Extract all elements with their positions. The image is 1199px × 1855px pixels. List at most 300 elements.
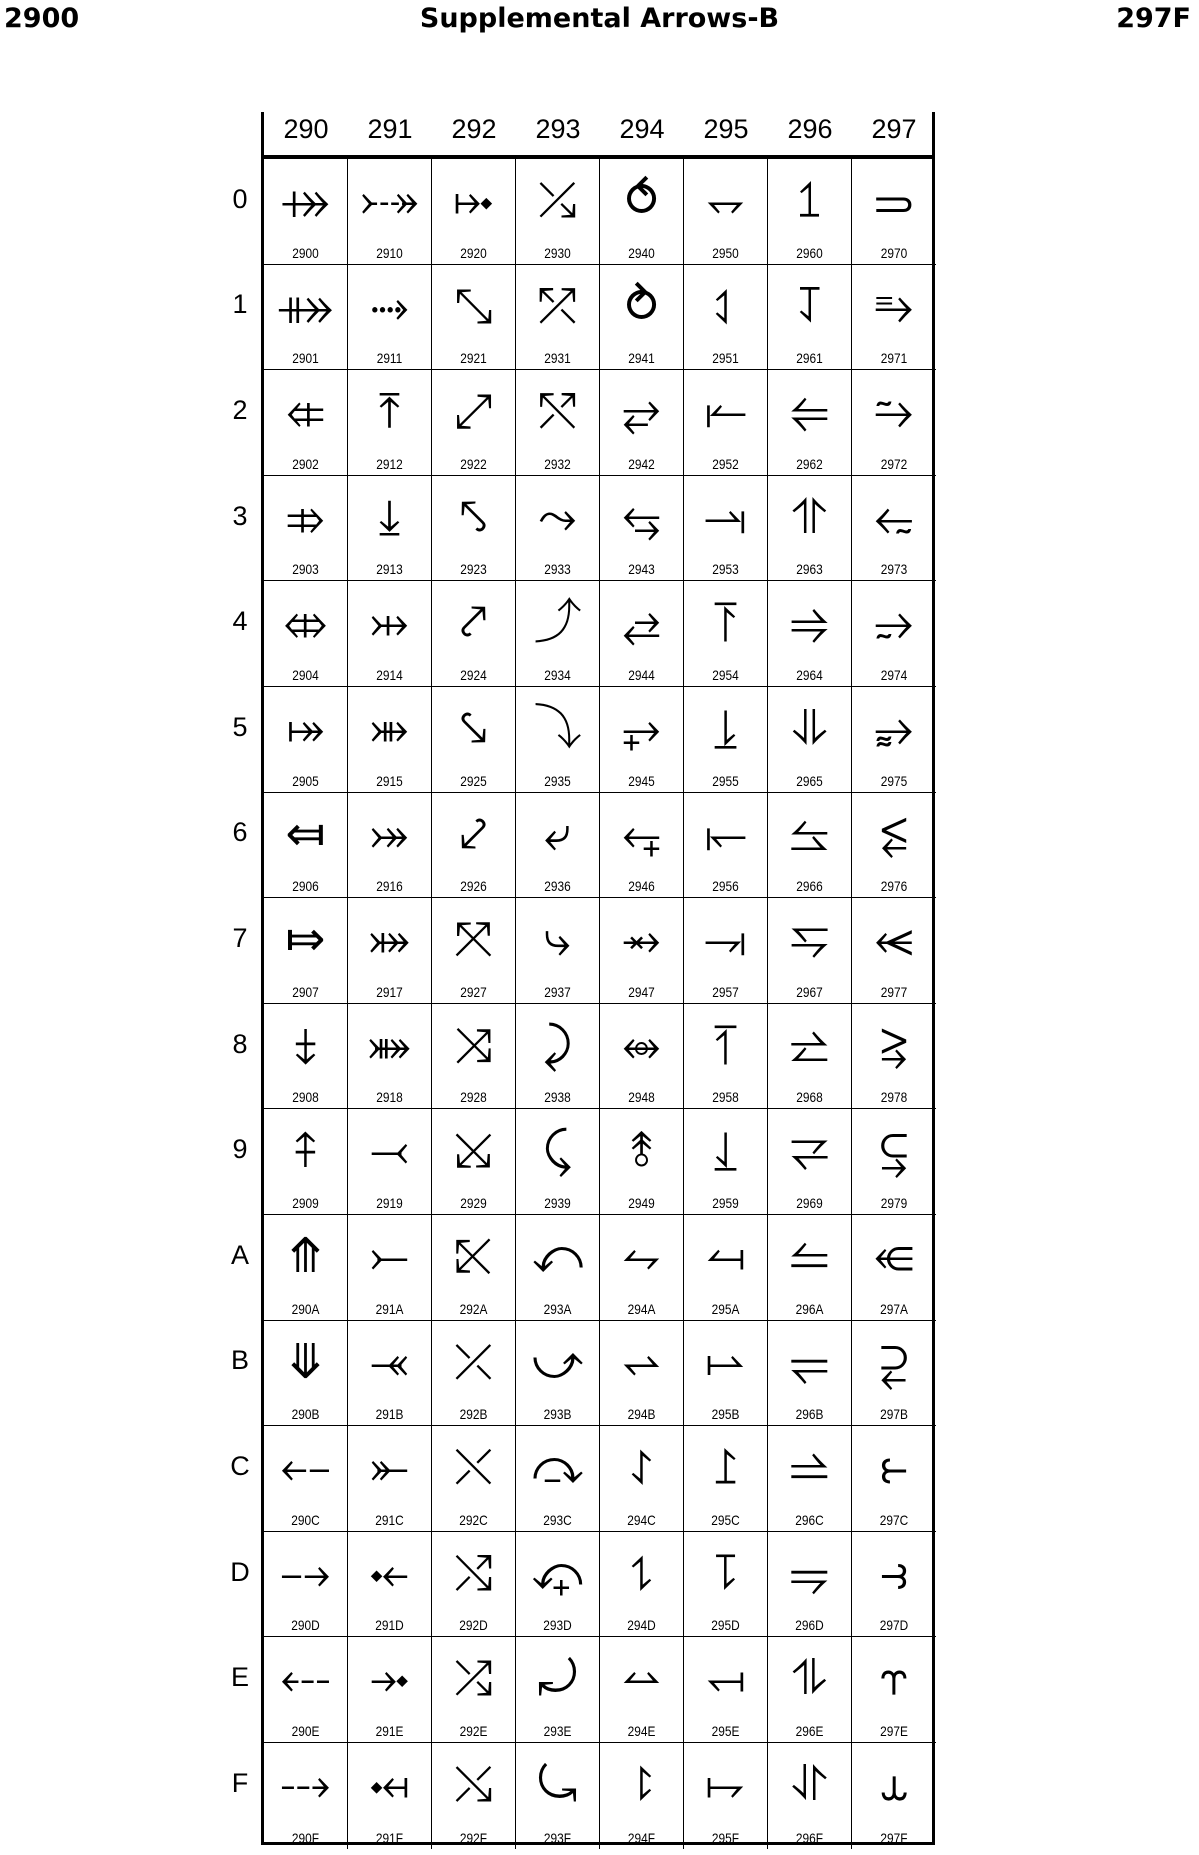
arrow-glyph: ⥋ [622,1333,661,1390]
code-point-label: 295D [711,1617,740,1634]
char-cell [348,1743,432,1849]
char-cell [600,687,684,793]
code-point-label: 2907 [292,983,319,1000]
char-cell [516,581,600,687]
char-cell [516,1743,600,1849]
arrow-glyph: ⤴ [533,594,582,651]
arrow-glyph: ⤔ [370,594,409,651]
code-point-label: 2913 [376,561,403,578]
arrow-glyph: ⤧ [454,911,493,968]
code-point-label: 291A [375,1300,404,1317]
arrow-glyph: ⤏ [280,1756,331,1812]
code-point-label: 296B [795,1406,824,1423]
char-cell [768,159,852,265]
arrow-glyph: ⥣ [792,488,827,545]
arrow-glyph: ⤫ [454,1333,493,1390]
char-cell [348,476,432,582]
code-point-label: 295E [711,1722,740,1739]
arrow-glyph: ⤉ [294,1122,317,1179]
char-cell [264,1637,348,1743]
arrow-glyph: ⥩ [790,1122,829,1179]
char-cell [852,1109,936,1215]
code-point-label: 2905 [292,772,319,789]
code-point-label: 2910 [376,244,403,261]
row-header: E [230,1662,249,1693]
arrow-glyph: ⤱ [538,277,577,334]
char-cell [264,370,348,476]
code-point-label: 2965 [796,772,823,789]
code-point-label: 2916 [376,878,403,895]
arrow-glyph: ⥽ [880,1544,908,1601]
code-point-label: 292B [459,1406,488,1423]
code-point-label: 290C [291,1511,320,1528]
code-point-label: 2954 [712,666,739,683]
char-cell [600,1743,684,1849]
char-cell [684,1215,768,1321]
code-point-label: 294A [627,1300,656,1317]
char-cell [684,476,768,582]
char-cell [768,476,852,582]
arrow-glyph: ⤀ [281,172,330,228]
char-cell [684,1004,768,1110]
row-header: 8 [232,1028,248,1059]
arrow-glyph: ⤨ [454,1016,493,1073]
arrow-glyph: ⤤ [459,594,488,651]
code-point-label: 2971 [880,350,908,367]
char-cell [432,1637,516,1743]
char-cell [852,159,936,265]
arrow-glyph: ⤇ [285,911,326,968]
code-point-label: 292D [459,1617,488,1634]
code-point-label: 297C [879,1511,909,1528]
code-point-label: 2922 [460,455,487,472]
arrow-glyph: ⤎ [280,1650,331,1707]
code-point-label: 2920 [460,244,487,261]
char-cell [516,1004,600,1110]
code-point-label: 2931 [544,350,571,367]
arrow-glyph: ⤡ [454,277,493,334]
column-header: 290 [283,114,329,144]
code-point-label: 291D [375,1617,404,1634]
char-cell [264,687,348,793]
arrow-glyph: ⥈ [622,1016,661,1073]
char-cell [600,1532,684,1638]
char-cell [768,1321,852,1427]
arrow-glyph: ⥤ [790,594,829,651]
char-cell [348,1532,432,1638]
char-cell [600,1426,684,1532]
char-cell [516,1532,600,1638]
code-point-label: 2921 [460,350,487,367]
arrow-glyph: ⤾ [537,1650,578,1707]
arrow-glyph: ⥏ [630,1756,653,1812]
arrow-glyph: ⤩ [454,1122,493,1179]
char-cell [768,1637,852,1743]
arrow-glyph: ⤆ [285,805,326,862]
code-point-label: 2963 [796,561,823,578]
arrow-glyph: ⥗ [704,911,747,968]
row-header: 4 [232,606,248,637]
char-cell [768,370,852,476]
row-header: 5 [232,711,248,742]
code-point-label: 2940 [628,244,655,261]
code-point-label: 2947 [628,983,655,1000]
code-point-label: 293D [543,1617,572,1634]
code-point-label: 293A [543,1300,572,1317]
column-header: 297 [871,114,917,144]
arrow-glyph: ⥛ [706,1333,745,1390]
arrow-glyph: ⥲ [874,383,914,440]
arrow-glyph: ⤶ [544,805,571,862]
arrow-glyph: ⥯ [791,1756,828,1812]
char-cell [264,1532,348,1638]
arrow-glyph: ⥅ [622,700,661,756]
row-header: B [230,1345,249,1376]
code-point-label: 296C [795,1511,824,1528]
arrow-glyph: ⥺ [874,1228,914,1284]
arrow-glyph: ⤐ [360,172,419,228]
code-point-label: 2951 [712,350,739,367]
arrow-glyph: ⤝ [370,1544,409,1601]
code-point-label: 2955 [712,772,739,789]
arrow-glyph: ⥸ [880,1016,908,1073]
char-cell [852,476,936,582]
code-point-label: 291F [375,1829,404,1846]
arrow-glyph: ⥔ [714,594,737,651]
code-point-label: 2933 [544,561,571,578]
code-point-label: 294D [627,1617,656,1634]
char-cell [264,1426,348,1532]
arrow-glyph: ⥄ [622,594,661,651]
char-cell [264,265,348,371]
arrow-glyph: ⥒ [704,383,747,440]
char-cell [600,1637,684,1743]
char-cell [264,898,348,1004]
char-cell [600,1321,684,1427]
arrow-glyph: ⤪ [454,1228,493,1284]
arrow-glyph: ⥙ [714,1122,737,1179]
arrow-glyph: ⥌ [630,1439,653,1496]
arrow-glyph: ⥞ [706,1650,745,1707]
char-cell [432,1321,516,1427]
row-header: F [231,1767,249,1798]
code-point-label: 2944 [628,666,655,683]
arrow-glyph: ⤭ [454,1544,493,1601]
code-point-label: 2962 [796,455,823,472]
arrow-glyph: ⥂ [622,383,661,440]
arrow-glyph: ⤂ [286,383,325,440]
row-header: 6 [232,817,248,848]
char-cell [348,898,432,1004]
char-cell [348,265,432,371]
code-point-label: 2969 [796,1194,823,1211]
code-point-label: 2935 [544,772,571,789]
code-point-label: 2956 [712,878,739,895]
char-cell [516,265,600,371]
code-point-label: 2946 [628,878,655,895]
code-point-label: 2901 [292,350,319,367]
char-cell [348,1215,432,1321]
code-point-label: 2904 [292,666,319,683]
arrow-glyph: ⤸ [543,1016,572,1073]
char-cell [348,687,432,793]
row-header: 0 [232,183,248,214]
char-cell [432,265,516,371]
code-point-label: 2945 [628,772,655,789]
char-cell [432,1004,516,1110]
code-point-label: 2902 [292,455,319,472]
code-point-label: 2912 [376,455,403,472]
char-cell [600,1004,684,1110]
arrow-glyph: ⥮ [792,1650,827,1707]
char-cell [264,1321,348,1427]
char-cell [264,1743,348,1849]
arrow-glyph: ⤵ [533,700,582,756]
arrow-glyph: ⤘ [367,1016,412,1073]
arrow-glyph: ⤺ [531,1228,584,1284]
arrow-glyph: ⥓ [704,488,747,545]
arrow-glyph: ⤚ [370,1228,409,1284]
char-cell [600,1109,684,1215]
block-title: Supplemental Arrows-B [419,3,780,34]
arrow-glyph: ⥻ [879,1333,909,1390]
code-point-label: 2934 [544,666,571,683]
code-point-label: 294F [627,1829,656,1846]
char-cell [348,1637,432,1743]
char-cell [768,898,852,1004]
arrow-glyph: ⥖ [704,805,747,862]
arrow-glyph: ⥍ [630,1544,653,1601]
code-point-label: 293E [543,1722,572,1739]
char-cell [852,265,936,371]
char-cell [600,265,684,371]
char-cell [852,793,936,899]
arrow-glyph: ⤣ [459,488,488,545]
arrow-glyph: ⥊ [622,1228,661,1284]
arrow-glyph: ⥎ [622,1650,661,1707]
char-cell [852,370,936,476]
row-header: 2 [232,395,248,425]
code-point-label: 2909 [292,1194,319,1211]
char-cell [684,1743,768,1849]
char-cell [516,370,600,476]
code-point-label: 2928 [460,1089,487,1106]
arrow-glyph: ⤥ [459,700,488,756]
arrow-glyph: ⤬ [454,1439,493,1496]
code-point-label: 294B [627,1406,656,1423]
code-point-label: 2926 [460,878,487,895]
column-header: 294 [619,114,665,144]
code-point-label: 297A [880,1300,908,1317]
char-cell [432,687,516,793]
char-cell [348,793,432,899]
code-point-label: 296D [795,1617,824,1634]
char-cell [432,898,516,1004]
char-cell [348,1109,432,1215]
char-cell [264,1215,348,1321]
arrow-glyph: ⤻ [531,1333,584,1390]
arrow-glyph: ⥹ [879,1122,909,1179]
arrow-glyph: ⥱ [874,277,914,334]
arrow-glyph: ⥆ [622,805,661,862]
code-point-label: 295B [711,1406,740,1423]
arrow-glyph: ⤊ [285,1228,326,1284]
char-cell [348,370,432,476]
arrow-glyph: ⥟ [706,1756,745,1812]
char-cell [264,476,348,582]
char-cell [768,1215,852,1321]
code-point-label: 2973 [880,561,908,578]
arrow-glyph: ⤄ [283,594,328,651]
code-point-label: 2932 [544,455,571,472]
code-point-label: 2914 [376,666,403,683]
code-point-label: 2937 [544,983,571,1000]
char-cell [852,581,936,687]
code-point-label: 2941 [628,350,655,367]
code-point-label: 2900 [292,244,319,261]
row-header: 3 [232,500,248,531]
code-point-label: 2938 [544,1089,571,1106]
code-point-label: 2968 [796,1089,823,1106]
char-cell [432,1426,516,1532]
code-point-label: 2966 [796,878,823,895]
char-cell [684,1637,768,1743]
char-cell [684,1532,768,1638]
arrow-glyph: ⤖ [370,805,409,862]
code-point-label: 2917 [376,983,403,1000]
arrow-glyph: ⥜ [714,1439,737,1496]
arrow-glyph: ⥷ [874,911,914,968]
char-cell [684,581,768,687]
char-cell [768,265,852,371]
char-cell [432,1215,516,1321]
char-cell [516,1215,600,1321]
column-header: 295 [703,114,749,144]
char-cell [516,1637,600,1743]
char-cell [852,687,936,793]
code-point-label: 2959 [712,1194,739,1211]
arrow-glyph: ⥁ [625,277,658,334]
arrow-glyph: ⤟ [370,1756,409,1812]
arrow-glyph: ⤑ [370,277,409,334]
arrow-glyph: ⥑ [714,277,737,334]
char-cell [768,1532,852,1638]
arrow-glyph: ⥢ [790,383,829,440]
arrow-glyph: ⥫ [790,1333,829,1390]
char-cell [768,1109,852,1215]
arrow-glyph: ⥰ [874,172,914,228]
char-cell [600,898,684,1004]
arrow-glyph: ⥧ [790,911,829,968]
range-start-label: 2900 [4,3,80,34]
char-cell [432,1109,516,1215]
row-header: 9 [232,1134,248,1165]
arrow-glyph: ⤮ [454,1650,493,1707]
code-point-label: 2948 [628,1089,655,1106]
code-point-label: 2977 [880,983,908,1000]
arrow-glyph: ⥝ [714,1544,737,1601]
arrow-glyph: ⤛ [370,1333,409,1390]
char-cell [684,1109,768,1215]
code-point-label: 2970 [880,244,908,261]
row-header: A [230,1239,249,1270]
char-cell [432,159,516,265]
column-header: 296 [787,114,833,144]
row-header: D [230,1556,250,1587]
code-point-label: 2967 [796,983,823,1000]
arrow-glyph: ⤜ [370,1439,409,1496]
char-cell [768,793,852,899]
char-cell [852,1743,936,1849]
arrow-glyph: ⤕ [370,700,409,756]
code-point-label: 292F [459,1829,488,1846]
arrow-glyph: ⥨ [790,1016,829,1073]
arrow-glyph: ⥶ [880,805,908,862]
code-point-label: 291C [375,1511,404,1528]
char-cell [348,159,432,265]
code-point-label: 2960 [796,244,823,261]
arrow-glyph: ⤳ [538,488,577,545]
char-cell [600,793,684,899]
char-cell [348,1321,432,1427]
arrow-glyph: ⤦ [459,805,488,862]
code-chart-grid [261,155,935,1845]
code-point-label: 2930 [544,244,571,261]
char-cell [516,476,600,582]
char-cell [600,581,684,687]
code-point-label: 292C [459,1511,488,1528]
arrow-glyph: ⥘ [714,1016,737,1073]
arrow-glyph: ⥕ [714,700,737,756]
char-cell [684,159,768,265]
arrow-glyph: ⥉ [630,1122,653,1179]
char-cell [264,1004,348,1110]
char-cell [432,1743,516,1849]
code-point-label: 290B [291,1406,320,1423]
char-cell [684,793,768,899]
code-point-label: 2925 [460,772,487,789]
arrow-glyph: ⤽ [531,1544,584,1601]
arrow-glyph: ⥵ [874,700,914,756]
range-end-label: 297F [1116,3,1191,34]
arrow-glyph: ⤒ [378,383,401,440]
code-point-label: 290F [291,1829,320,1846]
char-cell [768,687,852,793]
arrow-glyph: ⤙ [370,1122,409,1179]
char-cell [600,1215,684,1321]
code-point-label: 2978 [880,1089,908,1106]
row-header: C [230,1451,250,1481]
char-cell [768,1004,852,1110]
code-point-label: 2903 [292,561,319,578]
arrow-glyph: ⥥ [792,700,827,756]
code-point-label: 293C [543,1511,572,1528]
char-cell [852,1532,936,1638]
char-cell [516,1321,600,1427]
arrow-glyph: ⤠ [454,172,493,228]
arrow-glyph: ⥭ [790,1544,829,1601]
code-point-label: 2958 [712,1089,739,1106]
code-point-label: 2911 [376,350,403,367]
char-cell [684,687,768,793]
code-point-label: 2975 [880,772,908,789]
code-point-label: 2953 [712,561,739,578]
code-point-label: 297B [880,1406,908,1423]
arrow-glyph: ⤗ [368,911,411,968]
code-point-label: 296F [795,1829,824,1846]
code-point-label: 293F [543,1829,572,1846]
char-cell [516,159,600,265]
